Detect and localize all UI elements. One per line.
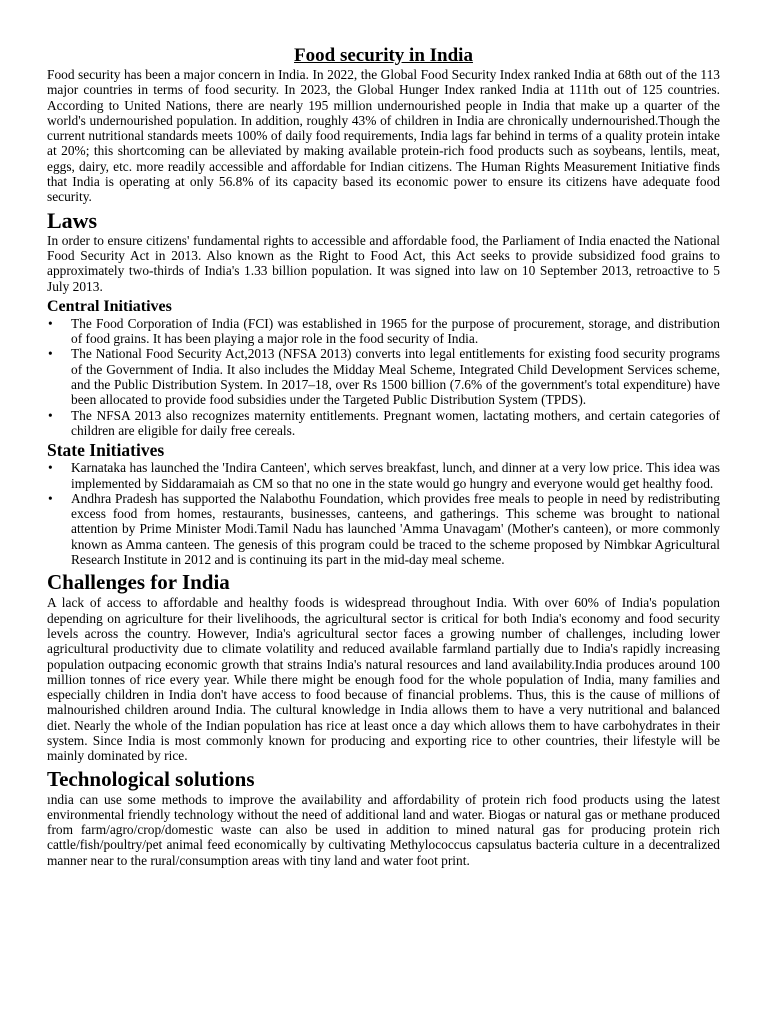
state-initiatives-list xyxy=(47,460,720,567)
central-initiatives-heading: Central Initiatives xyxy=(47,297,172,315)
bullet-icon: • xyxy=(48,407,53,423)
document-page xyxy=(47,44,720,868)
bullet-icon: • xyxy=(48,315,53,331)
laws-paragraph: In order to ensure citizens' fundamental rights to accessible and affordable food, the Parliament of India enacted the National Food Security Act in 2013. Also known as the Right to Food Act, this Act seeks to provide subsidized food grains to approximately two-thirds of India's 1.33 billion population. It was signed into law on 10 September 2013, retroactive to 5 July 2013. xyxy=(47,232,720,294)
list-item-text: Karnataka has launched the 'Indira Canteen', which serves breakfast, lunch, and dinner at a very low price. This idea was implemented by Siddaramaiah as CM so that no one in the state would go hungry and everyone would get healthy food. xyxy=(71,460,720,491)
central-initiatives-list xyxy=(47,316,720,438)
list-item-text: The Food Corporation of India (FCI) was established in 1965 for the purpose of procurement, storage, and distribution of food grains. It has been playing a major role in the food security of India. xyxy=(71,315,720,347)
page-title: Food security in India xyxy=(294,45,473,66)
list-item-text: The NFSA 2013 also recognizes maternity entitlements. Pregnant women, lactating mothers, and certain categories of children are eligible for daily free cereals. xyxy=(71,407,720,438)
list-item-text: Andhra Pradesh has supported the Nalabothu Foundation, which provides free meals to people in need by redistributing excess food from homes, restaurants, businesses, canteens, and gatherings. This scheme was brought to national attention by Prime Minister Modi.Tamil Nadu has launched 'Amma Unavagam' (Mother's canteen), or more commonly known as Amma canteen. The genesis of this program could be traced to the scheme proposed by Nimbkar Agricultural Research Institute in 2012 and is continuing its part in the mid-day meal scheme. xyxy=(71,490,720,568)
list-item xyxy=(47,316,720,347)
challenges-heading: Challenges for India xyxy=(47,570,230,595)
bullet-icon: • xyxy=(48,460,53,476)
list-item xyxy=(47,491,720,567)
bullet-icon: • xyxy=(48,346,53,362)
laws-heading: Laws xyxy=(47,207,98,233)
state-initiatives-heading: State Initiatives xyxy=(47,440,165,461)
challenges-paragraph: A lack of access to affordable and healthy foods is widespread throughout India. With over 60% of India's population depending on agriculture for their livelihoods, the agricultural sector is critical for both India's economy and food security levels across the country. However, India's agricultural sector faces a growing number of challenges, including lower agricultural productivity due to climate volatility and reduced available farmland partially due to India's rapidly increasing population outpacing economic growth that strains India's natural resources and land availability.India produces around 100 million tonnes of rice every year. While there might be enough food for the whole population of India, many families and especially children in India don't have access to food because of financial problems. Thus, this is the cause of millions of malnourished children around India. The cultural knowledge in India allows them to have a very nutritional and balanced diet. Nearly the whole of the Indian population has rice at least once a day which allows them to have carbohydrates in their system. Since India is most commonly known for producing and exporting rice to other countries, their lifestyle will be mainly dominated by rice. xyxy=(47,595,720,764)
list-item xyxy=(47,346,720,407)
list-item xyxy=(47,408,720,439)
list-item-text: The National Food Security Act,2013 (NFSA 2013) converts into legal entitlements for existing food security programs of the Government of India. It also includes the Midday Meal Scheme, Integrated Child Development Services scheme, and the Public Distribution System. In 2017–18, over Rs 1500 billion (7.6% of the government's total expenditure) have been allocated to provide food subsidies under the Targeted Public Distribution System (TPDS). xyxy=(71,346,720,408)
list-item xyxy=(47,460,720,491)
technological-solutions-paragraph: ındia can use some methods to improve the availability and affordability of protein rich food products using the latest environmental friendly technology without the need of additional land and water. Biogas or natural gas or methane produced from farm/agro/crop/domestic waste can also be used in addition to mined natural gas for producing protein rich cattle/fish/poultry/pet animal feed economically by cultivating Methylococcus capsulatus bacteria culture in a decentralized manner near to the rural/consumption areas with tiny land and water foot print. xyxy=(47,791,720,868)
technological-solutions-heading: Technological solutions xyxy=(47,766,255,791)
intro-paragraph: Food security has been a major concern in India. In 2022, the Global Food Security Index ranked India at 68th out of the 113 major countries in terms of food security. In 2023, the Global Hunger Index ranked India at 111th out of 125 countries. According to United Nations, there are nearly 195 million undernourished people in India that make up a quarter of the world's undernourished population. In addition, roughly 43% of children in India are chronically undernourished.Though the current nutritional standards meets 100% of daily food requirements, India lags far behind in terms of a quality protein intake at 20%; this shortcoming can be alleviated by making available protein-rich food products such as soybeans, lentils, meat, eggs, dairy, etc. more readily accessible and affordable for Indian citizens. The Human Rights Measurement Initiative finds that India is operating at only 56.8% of its capacity based its economic power to ensure its citizens have adequate food security. xyxy=(47,67,720,205)
bullet-icon: • xyxy=(48,490,53,506)
